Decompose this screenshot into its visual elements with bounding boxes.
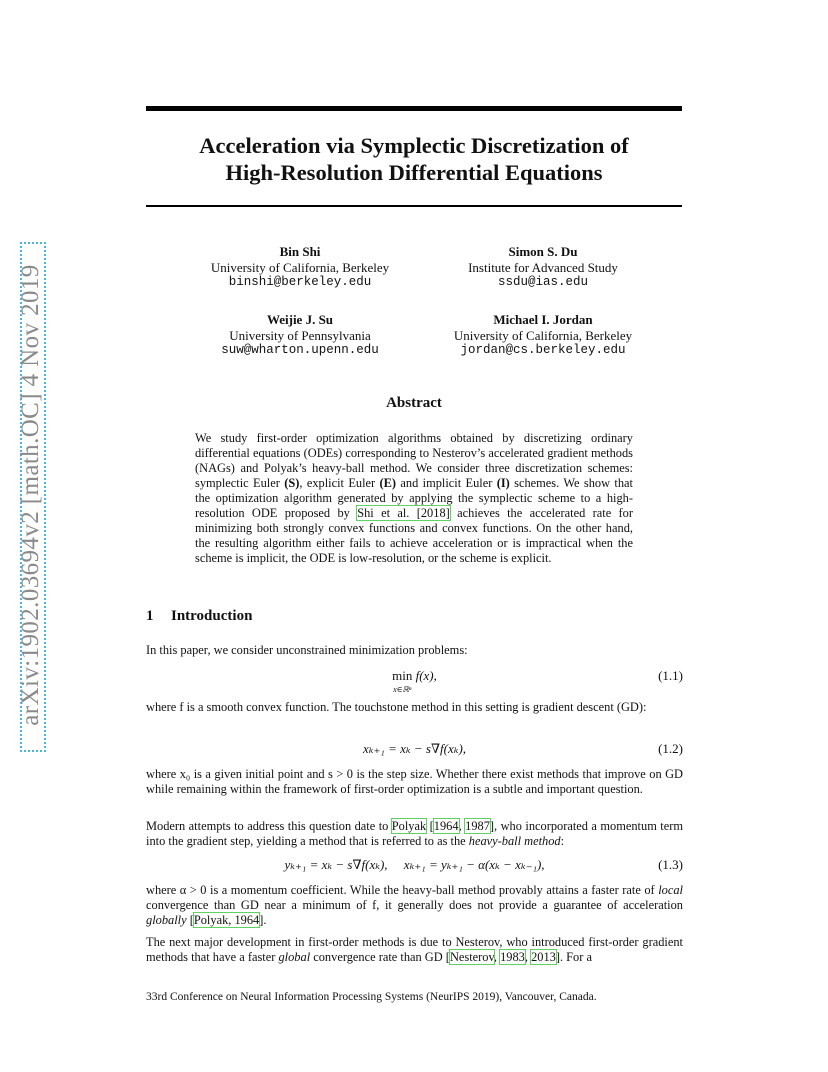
abstract-text: We study first-order optimization algorithms obtained by discretizing ordinary differential equations (ODEs) corresponding to Nesterov’s accelerated gradient methods (NAGs) and Polyak’s heavy-ball method. We consider three discretization schemes: symplectic Euler (S), explicit Euler (E) and implicit Euler (I) schemes. We show that the optimization algorithm generated by applying the symplectic scheme to a high-resolution ODE proposed by Shi et al. [2018] achieves the accelerated rate for minimizing both strongly convex functions and convex functions. On the other hand, the resulting algorithm either fails to achieve acceleration or is impractical when the scheme is implicit, the ODE is low-resolution, or the scheme is explicit. bbox=[195, 431, 633, 565]
title-line-1: Acceleration via Symplectic Discretization of bbox=[199, 133, 629, 158]
equation-body: yₖ₊₁ = xₖ − s∇f(xₖ), xₖ₊₁ = yₖ₊₁ − α(xₖ − xₖ₋₁), bbox=[284, 857, 545, 872]
author-email[interactable]: jordan@cs.berkeley.edu bbox=[460, 343, 626, 357]
author-name: Weijie J. Su bbox=[266, 312, 334, 327]
equation-body: min $^{x\in ℝ^n}$ f(x), bbox=[392, 668, 437, 694]
section-number: 1 bbox=[146, 608, 154, 624]
equation-number: (1.1) bbox=[658, 668, 683, 683]
paragraph: The next major development in first-order methods is due to Nesterov, who introduced first-order gradient methods that have a faster global convergence rate than GD [Nesterov, 1983, 2013]. For a bbox=[146, 935, 683, 964]
paragraph: Modern attempts to address this question date to Polyak [1964, 1987], who incorporated a momentum term into the gradient step, yielding a method that is referred to as the heavy-ball method: bbox=[146, 819, 683, 848]
paragraph: In this paper, we consider unconstrained minimization problems: bbox=[146, 643, 468, 657]
paper-title bbox=[146, 132, 682, 186]
section-heading bbox=[146, 608, 252, 625]
paragraph: where f is a smooth convex function. The touchstone method in this setting is gradient descent (GD): bbox=[146, 700, 647, 714]
citation-link[interactable]: 1987 bbox=[465, 819, 490, 833]
author-name: Simon S. Du bbox=[508, 244, 578, 259]
author-email[interactable]: suw@wharton.upenn.edu bbox=[221, 343, 379, 357]
equation-1-3 bbox=[146, 857, 683, 877]
citation-link[interactable]: 2013 bbox=[531, 950, 556, 964]
author-block bbox=[431, 244, 655, 291]
author-email[interactable]: ssdu@ias.edu bbox=[497, 275, 588, 289]
citation-link[interactable]: 1964 bbox=[433, 819, 459, 833]
author-affiliation: University of California, Berkeley bbox=[210, 259, 390, 275]
arxiv-stamp-text[interactable]: arXiv:1902.03694v2 [math.OC] 4 Nov 2019 bbox=[17, 264, 44, 726]
author-affiliation: University of California, Berkeley bbox=[453, 327, 633, 343]
equation-body: xₖ₊₁ = xₖ − s∇f(xₖ), bbox=[362, 741, 467, 756]
author-block bbox=[190, 312, 410, 359]
title-bottom-rule bbox=[146, 205, 682, 207]
section-title: Introduction bbox=[171, 608, 253, 624]
author-affiliation: University of Pennsylvania bbox=[229, 327, 371, 343]
author-block bbox=[190, 244, 410, 291]
author-block bbox=[431, 312, 655, 359]
title-line-2: High-Resolution Differential Equations bbox=[225, 160, 603, 185]
equation-1-1 bbox=[146, 668, 683, 694]
footer-note: 33rd Conference on Neural Information Processing Systems (NeurIPS 2019), Vancouver, Canada. bbox=[146, 991, 597, 1003]
citation-link[interactable]: Nesterov bbox=[449, 950, 494, 964]
abstract-heading: Abstract bbox=[386, 395, 442, 411]
citation-link[interactable]: Polyak, 1964 bbox=[193, 913, 260, 927]
author-email[interactable]: binshi@berkeley.edu bbox=[228, 275, 372, 289]
equation-number: (1.3) bbox=[658, 857, 683, 872]
paragraph: where x₀ is a given initial point and s > 0 is the step size. Whether there exist methods that improve on GD while remaining within the framework of first-order optimization is a subtle and important question. bbox=[146, 767, 683, 796]
author-affiliation: Institute for Advanced Study bbox=[468, 259, 618, 275]
author-name: Bin Shi bbox=[279, 244, 321, 259]
citation-link[interactable]: 1983 bbox=[500, 950, 525, 964]
arxiv-stamp[interactable] bbox=[17, 242, 46, 752]
citation-link[interactable]: Shi et al. [2018] bbox=[357, 506, 450, 520]
equation-1-2 bbox=[146, 741, 683, 761]
paragraph: where α > 0 is a momentum coefficient. While the heavy-ball method provably attains a faster rate of local convergence than GD near a minimum of f, it generally does not provide a guarantee of acceleration globally [Polyak, 1964]. bbox=[146, 883, 683, 927]
title-top-rule bbox=[146, 106, 682, 111]
citation-link[interactable]: Polyak bbox=[391, 819, 427, 833]
author-name: Michael I. Jordan bbox=[493, 312, 593, 327]
equation-number: (1.2) bbox=[658, 741, 683, 756]
